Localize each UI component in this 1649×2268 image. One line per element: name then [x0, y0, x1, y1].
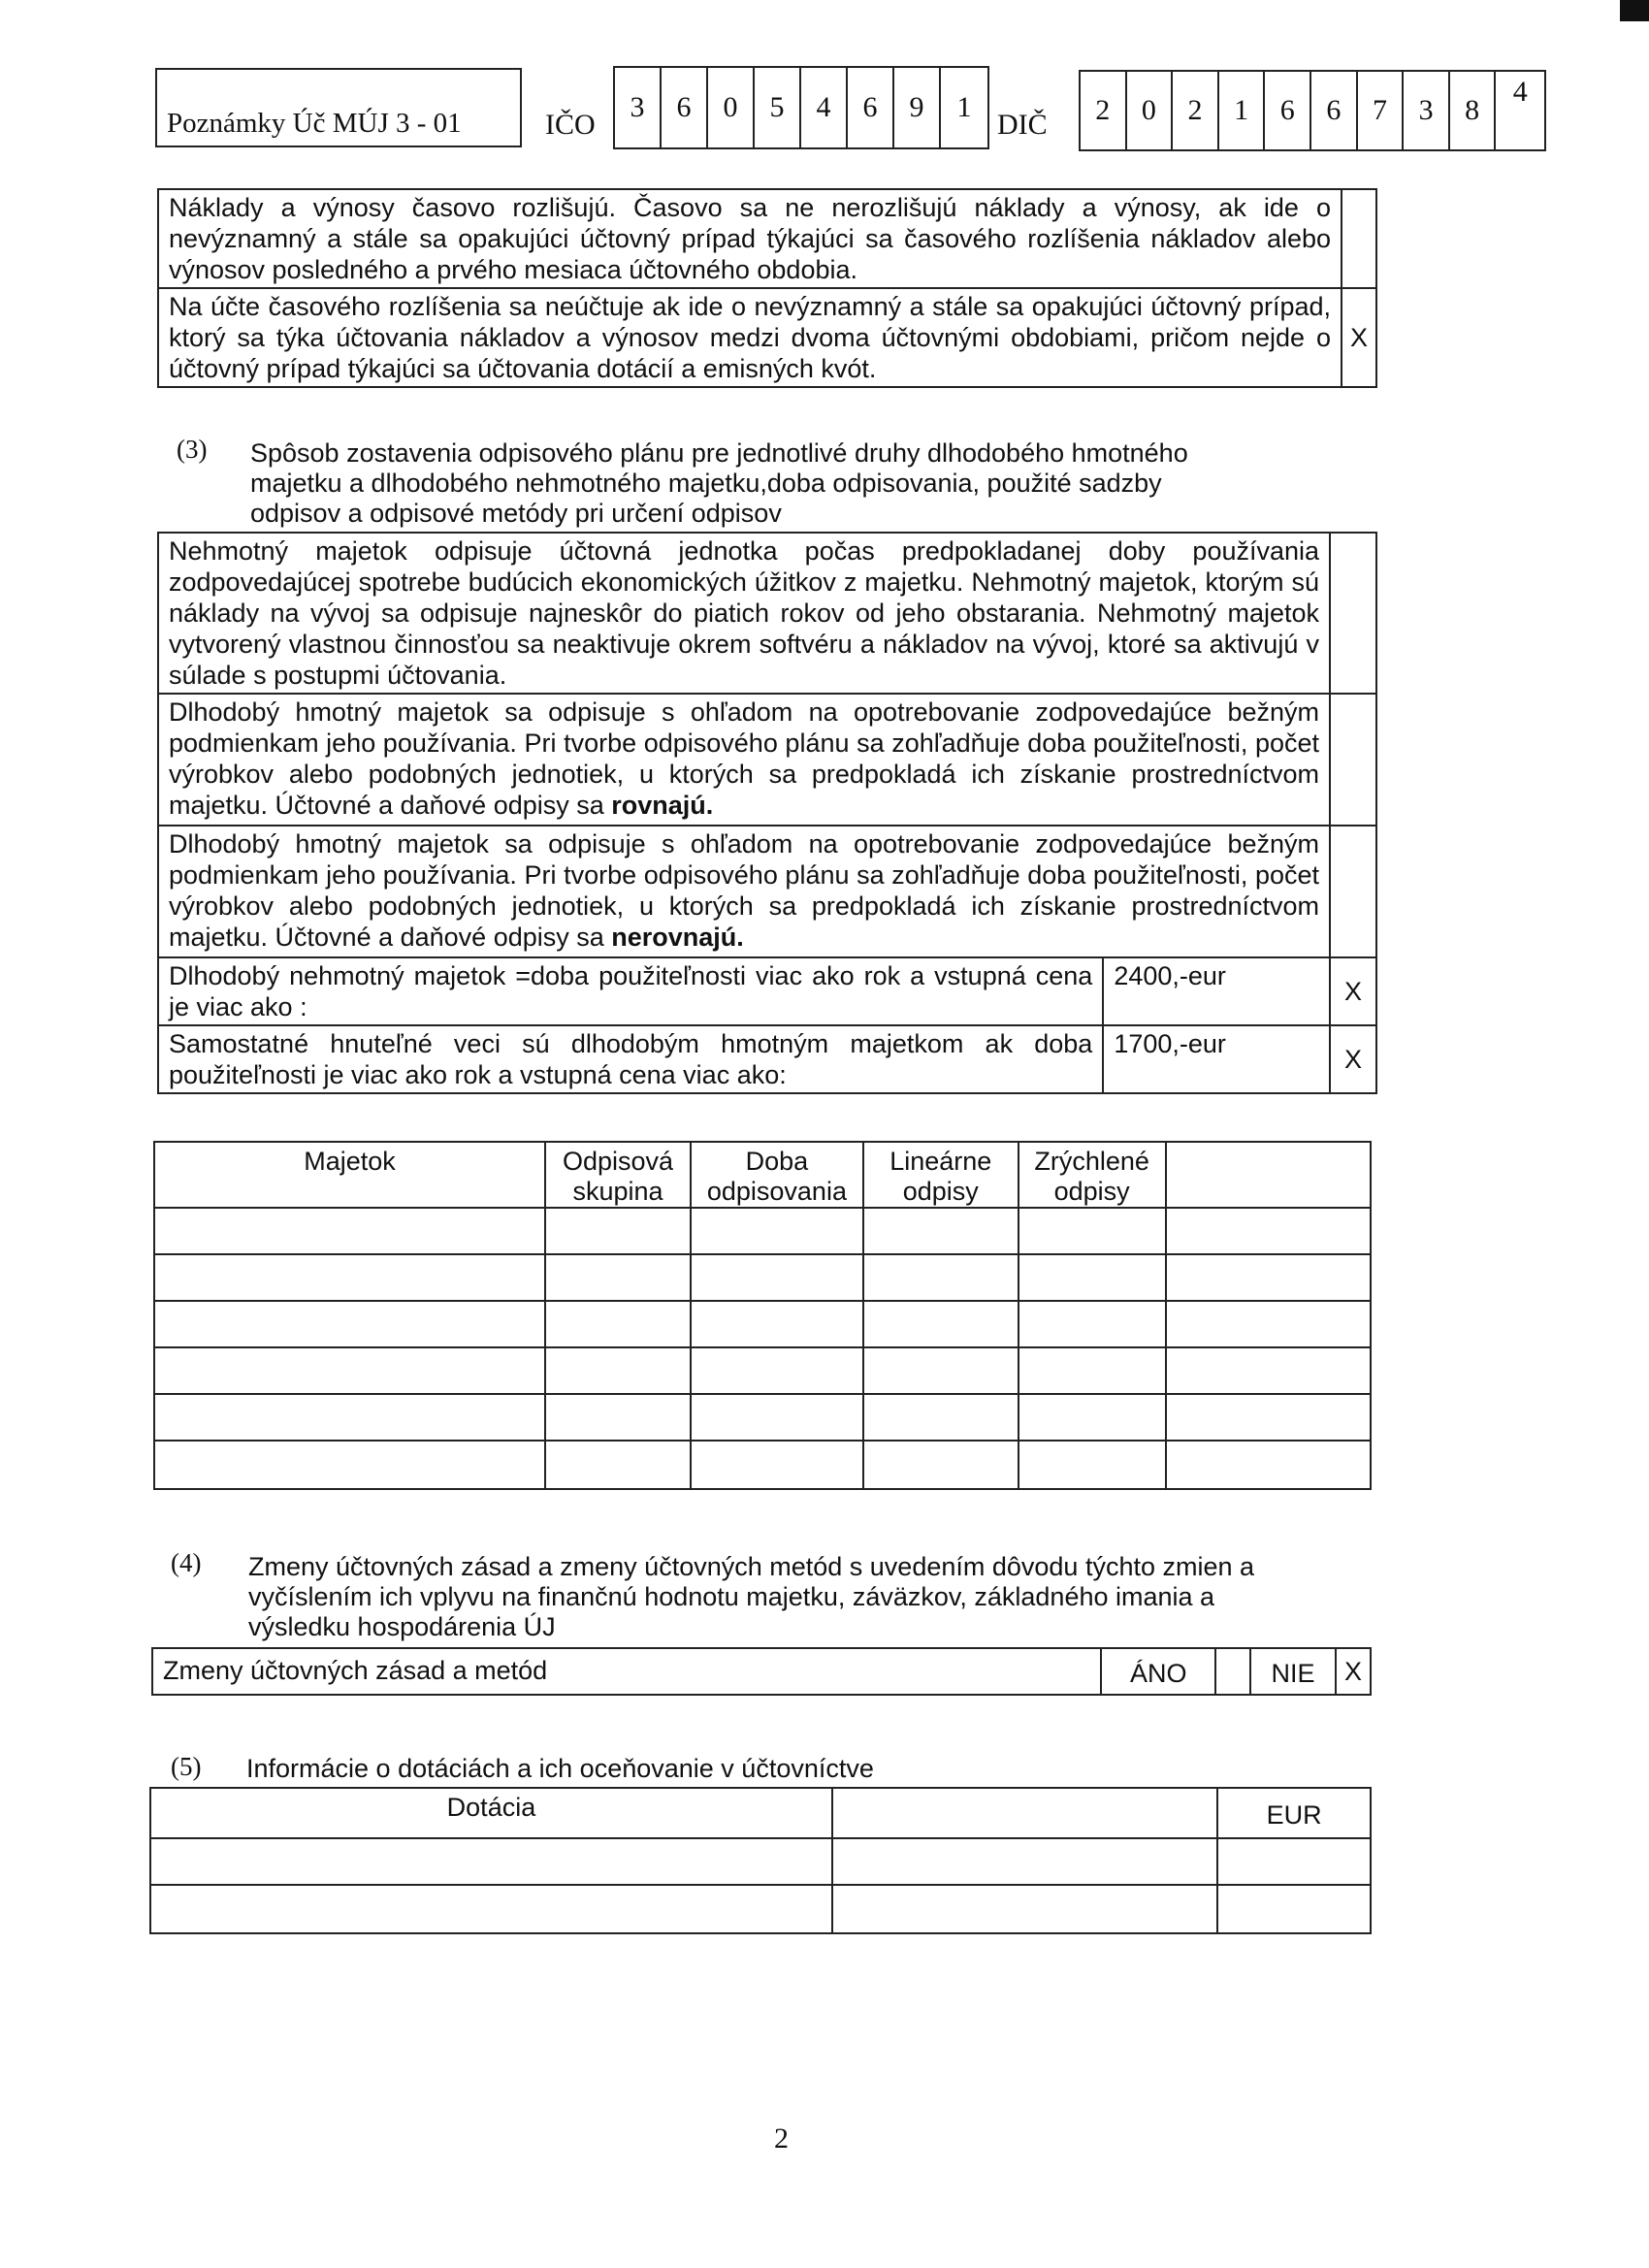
method-text-body: Dlhodobý hmotný majetok sa odpisuje s ohľadom na opotrebovanie zodpovedajúce bežným podmienkam jeho používania. Pri tvorbe odpisového plánu sa zohľadňuje doba použiteľnosti, počet výrobkov alebo podobných jednotiek, u ktorých sa predpokladá ich získanie prostredníctvom majetku. Účtovné a daňové odpisy sa — [169, 697, 1320, 820]
table-row — [150, 1885, 1371, 1933]
threshold-text: Samostatné hnuteľné veci sú dlhodobým hmotným majetkom ak doba použiteľnosti je viac ako rok a vstupná cena viac ako: — [169, 1029, 1093, 1089]
method-mark — [1330, 694, 1376, 826]
col-header: Lineárne odpisy — [863, 1142, 1018, 1208]
col-header: Odpisová skupina — [545, 1142, 691, 1208]
ico-digit: 6 — [848, 68, 894, 147]
table-row — [154, 1301, 1371, 1347]
dic-digit: 3 — [1404, 72, 1450, 149]
section3-title: Spôsob zostavenia odpisového plánu pre jednotlivé druhy dlhodobého hmotného majetku a dlhodobého nehmotného majetku,doba odpisovania, použité sadzby odpisov a odpisové metódy pri určení odpisov — [250, 438, 1188, 528]
section5-number: (5) — [171, 1752, 202, 1781]
table-row — [154, 1441, 1371, 1489]
no-label: NIE — [1250, 1648, 1336, 1695]
table-row — [158, 1025, 1376, 1093]
dic-digit: 2 — [1081, 72, 1127, 149]
subsidies-table — [149, 1787, 1372, 1934]
section4-number: (4) — [171, 1548, 202, 1577]
changes-table — [151, 1647, 1372, 1696]
dic-digit: 2 — [1173, 72, 1219, 149]
accruals-text: Na účte časového rozlíšenia sa neúčtuje ak ide o nevýznamný a stále sa opakujúci účtovný prípad, ktorý sa týka účtovania nákladov a výnosov medzi dvoma účtovnými obdobiami, pričom nejde o účtovný prípad týkajúci sa účtovania dotácií a emisných kvót. — [169, 292, 1332, 383]
ico-label: IČO — [545, 109, 596, 141]
section4-title: Zmeny účtovných zásad a zmeny účtovných metód s uvedením dôvodu týchto zmien a vyčíslením ich vplyvu na finančnú hodnotu majetku, záväzkov, základného imania a výsledku hospodárenia ÚJ — [248, 1552, 1255, 1641]
col-header-eur: EUR — [1217, 1788, 1371, 1838]
threshold-text: Dlhodobý nehmotný majetok =doba použiteľnosti viac ako rok a vstupná cena je viac ako : — [169, 961, 1093, 1021]
accruals-text: Náklady a výnosy časovo rozlišujú. Časovo sa ne nerozlišujú náklady a výnosy, ak ide o nevýznamný a stále sa opakujúci účtovný prípad týkajúci sa časového rozlíšenia nákladov alebo výnosov posledného a prvého mesiaca účtovného obdobia. — [169, 193, 1332, 284]
scan-corner-mark — [1620, 0, 1649, 21]
threshold-mark: X — [1330, 957, 1376, 1025]
dic-digit: 1 — [1219, 72, 1266, 149]
no-mark: X — [1336, 1648, 1371, 1695]
dic-digit: 8 — [1450, 72, 1497, 149]
section5-title: Informácie o dotáciách a ich oceňovanie v účtovníctve — [246, 1754, 874, 1783]
method-text-body: Dlhodobý hmotný majetok sa odpisuje s ohľadom na opotrebovanie zodpovedajúce bežným podmienkam jeho používania. Pri tvorbe odpisového plánu sa zohľadňuje doba použiteľnosti, počet výrobkov alebo podobných jednotiek, u ktorých sa predpokladá ich získanie prostredníctvom majetku. Účtovné a daňové odpisy sa — [169, 829, 1320, 952]
table-header-row — [150, 1788, 1371, 1838]
table-row — [154, 1254, 1371, 1301]
table-row — [154, 1347, 1371, 1394]
table-header-row — [154, 1142, 1371, 1208]
threshold-value: 1700,-eur — [1114, 1029, 1226, 1058]
page-number: 2 — [774, 2122, 789, 2155]
col-header: Majetok — [154, 1142, 545, 1208]
table-row — [152, 1648, 1371, 1695]
accruals-mark: X — [1342, 288, 1376, 387]
table-row — [158, 826, 1376, 957]
method-text — [159, 695, 1329, 823]
method-mark — [1330, 533, 1376, 694]
dic-digits — [1079, 70, 1546, 151]
ico-digit: 4 — [801, 68, 848, 147]
dic-digit: 4 — [1512, 76, 1528, 108]
method-text — [159, 826, 1329, 955]
col-header: Zrýchlené odpisy — [1018, 1142, 1166, 1208]
table-row — [154, 1394, 1371, 1441]
col-header-dotacia: Dotácia — [150, 1788, 832, 1838]
ico-digit: 3 — [615, 68, 662, 147]
table-row — [158, 957, 1376, 1025]
dic-digit: 6 — [1311, 72, 1358, 149]
table-row — [158, 189, 1376, 288]
accruals-mark — [1342, 189, 1376, 288]
col-header — [1166, 1142, 1371, 1208]
depreciation-table — [153, 1141, 1372, 1490]
ico-digits — [613, 66, 989, 149]
ico-digit: 9 — [894, 68, 941, 147]
table-row — [158, 694, 1376, 826]
dic-digit: 7 — [1358, 72, 1405, 149]
dic-digit: 0 — [1127, 72, 1174, 149]
table-row — [158, 533, 1376, 694]
table-row — [154, 1208, 1371, 1254]
threshold-value: 2400,-eur — [1114, 961, 1226, 990]
dic-digit: 6 — [1265, 72, 1311, 149]
table-row — [158, 288, 1376, 387]
yes-mark — [1215, 1648, 1250, 1695]
method-text: Nehmotný majetok odpisuje účtovná jednotka počas predpokladanej doby používania zodpovedajúcej spotrebe budúcich ekonomických úžitkov z majetku. Nehmotný majetok, ktorým sú náklady na vývoj sa odpisuje najneskôr do piatich rokov od jeho obstarania. Nehmotný majetok vytvorený vlastnou činnosťou sa neaktivuje okrem softvéru a nákladov na vývoj, ktoré sa aktivujú v súlade s postupmi účtovania. — [169, 536, 1320, 690]
ico-digit: 1 — [956, 91, 972, 123]
threshold-mark: X — [1330, 1025, 1376, 1093]
yes-label: ÁNO — [1101, 1648, 1215, 1695]
method-text-bold: nerovnajú. — [611, 923, 744, 952]
ico-digit: 5 — [755, 68, 801, 147]
section3-number: (3) — [177, 435, 208, 464]
ico-digit: 0 — [708, 68, 755, 147]
changes-label: Zmeny účtovných zásad a metód — [163, 1656, 548, 1685]
ico-digit: 6 — [662, 68, 708, 147]
table-row — [150, 1838, 1371, 1885]
col-header: Doba odpisovania — [691, 1142, 863, 1208]
dic-label: DIČ — [997, 109, 1048, 141]
form-label: Poznámky Úč MÚJ 3 - 01 — [167, 108, 462, 139]
method-text-bold: rovnajú. — [611, 791, 714, 820]
method-mark — [1330, 826, 1376, 957]
depreciation-methods-table — [157, 532, 1377, 1094]
form-label-box — [155, 68, 522, 147]
accruals-table — [157, 188, 1377, 388]
